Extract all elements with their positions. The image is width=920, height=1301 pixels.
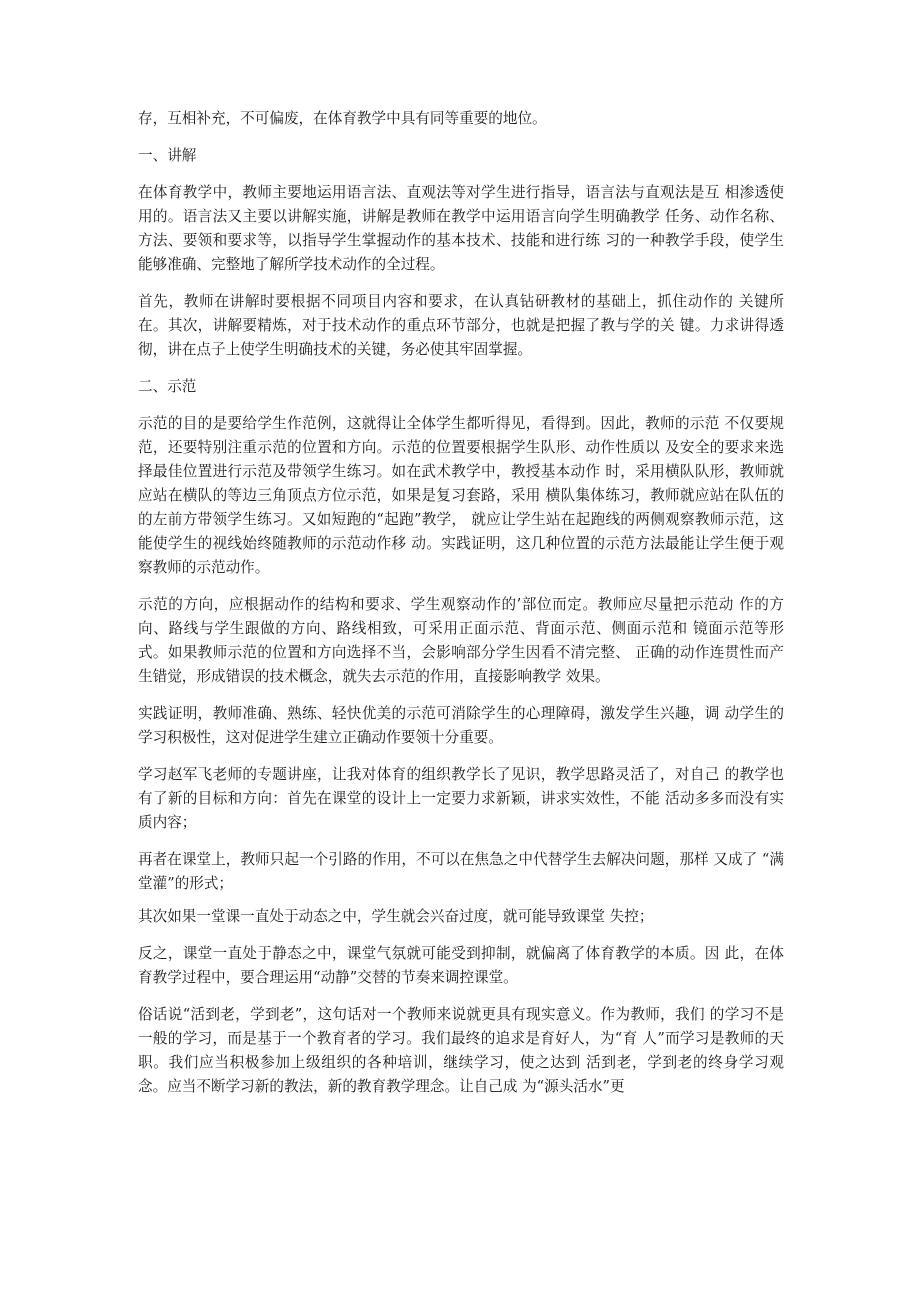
section-heading-explanation: 一、讲解 bbox=[138, 147, 197, 164]
paragraph-lifelong-learning: 俗话说“活到老，学到老”，这句话对一个教师来说就更具有现实意义。作为教师，我们 的学习不是一般的学习，而是基于一个教育者的学习。我们最终的追求是育好人，为“育 人”而学习是教师的天职。我们应当积极参加上级组织的各种培训，继续学习，使之达到 活到老，学到老的终身学习观念。应当不断学习新的教法，新的教育教学理念。让自己成 为“源头活水”更 bbox=[138, 1006, 784, 1095]
paragraph-demonstration-effect: 实践证明，教师准确、熟练、轻快优美的示范可消除学生的心理障碍，激发学生兴趣，调 动学生的学习积极性，这对促进学生建立正确动作要领十分重要。 bbox=[138, 705, 784, 746]
paragraph-explanation-method: 首先，教师在讲解时要根据不同项目内容和要求，在认真钻研教材的基础上，抓住动作的 关键所在。其次，讲解要精炼，对于技术动作的重点环节部分，也就是把握了教与学的关 键。力求讲得透彻，讲在点子上使学生明确技术的关键，务必使其牢固掌握。 bbox=[138, 293, 784, 358]
paragraph-continuation: 存，互相补充，不可偏废，在体育教学中具有同等重要的地位。 bbox=[138, 110, 547, 127]
paragraph-classroom-dynamic: 其次如果一堂课一直处于动态之中，学生就会兴奋过度，就可能导致课堂 失控； bbox=[138, 908, 654, 925]
paragraph-demonstration-direction: 示范的方向，应根据动作的结构和要求、学生观察动作的’部位而定。教师应尽量把示范动 作的方向、路线与学生跟做的方向、路线相致，可采用正面示范、背面示范、侧面示范和 镜面示范等形式。如果教师示范的位置和方向选择不当，会影响部分学生因看不清完整、 正确的动作连贯性而产生错觉，形成错误的技术概念，就失去示范的作用，直接影响教学 效果。 bbox=[138, 596, 784, 685]
document-body bbox=[138, 107, 784, 1112]
paragraph-demonstration-position: 示范的目的是要给学生作范例，这就得让全体学生都听得见，看得到。因此，教师的示范 不仅要规范，还要特别注重示范的位置和方向。示范的位置要根据学生队形、动作性质以 及安全的要求来选择最佳位置进行示范及带领学生练习。如在武术教学中，教授基本动作 时，采用横队队形，教师就应站在横队的等边三角顶点方位示范，如果是复习套路，采用 横队集体练习，教师就应站在队伍的的左前方带领学生练习。又如短跑的“起跑”教学， 就应让学生站在起跑线的两侧观察教师示范，这能使学生的视线始终随教师的示范动作移 动。实践证明，这几种位置的示范方法最能让学生便于观察教师的示范动作。 bbox=[138, 415, 784, 576]
section-heading-demonstration: 二、示范 bbox=[138, 378, 197, 395]
paragraph-explanation-intro: 在体育教学中，教师主要地运用语言法、直观法等对学生进行指导，语言法与直观法是互 相渗透使用的。语言法又主要以讲解实施，讲解是教师在教学中运用语言向学生明确教学 任务、动作名称、方法、要领和要求等，以指导学生掌握动作的基本技术、技能和进行练 习的一种教学手段，使学生能够准确、完整地了解所学技术动作的全过程。 bbox=[138, 184, 784, 273]
paragraph-lecture-reflection: 学习赵军飞老师的专题讲座，让我对体育的组织教学长了见识，教学思路灵活了，对自己 的教学也有了新的目标和方向：首先在课堂的设计上一定要力求新颖，讲求实效性，不能 活动多多而没有实质内容； bbox=[138, 766, 784, 831]
paragraph-classroom-guidance: 再者在课堂上，教师只起一个引路的作用，不可以在焦急之中代替学生去解决问题，那样 又成了 “满堂灌”的形式； bbox=[138, 851, 784, 892]
paragraph-classroom-static: 反之，课堂一直处于静态之中，课堂气氛就可能受到抑制，就偏离了体育教学的本质。因 此，在体育教学过程中，要合理运用“动静”交替的节奏来调控课堂。 bbox=[138, 945, 784, 986]
